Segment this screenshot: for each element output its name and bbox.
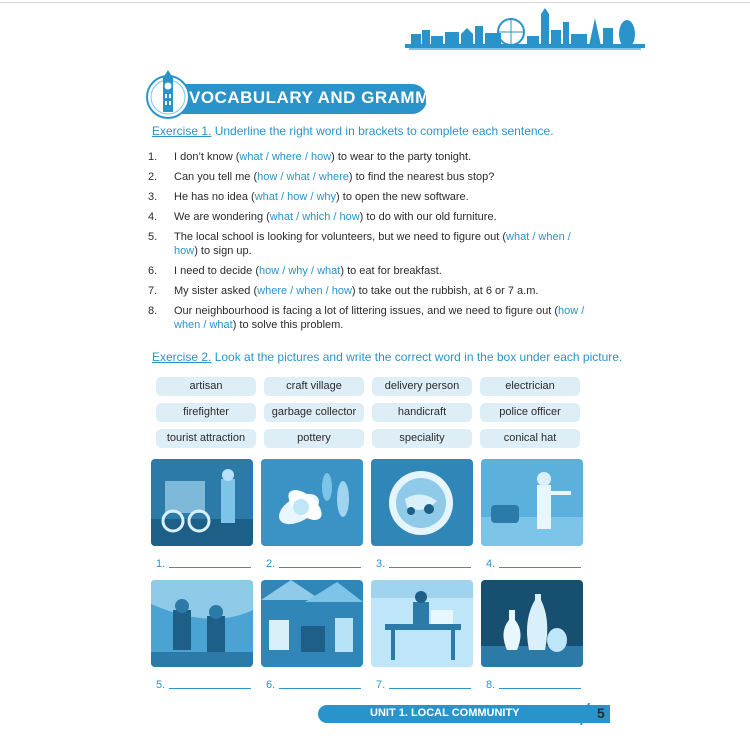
answer-number: 1. [156,558,166,570]
office-worker-photo [371,580,473,667]
item-text-after: ) to eat for breakfast. [340,265,442,277]
item-options[interactable]: how / why / what [259,265,341,277]
unit-title: UNIT 1. LOCAL COMMUNITY [370,707,520,719]
traffic-police-photo [481,459,583,546]
firefighters-photo [151,580,253,667]
vases-pottery-photo [481,580,583,667]
answer-field[interactable] [156,679,251,691]
word-box: firefighter [156,403,256,422]
word-box: tourist attraction [156,429,256,448]
item-text-after: ) to find the nearest bus stop? [348,171,495,183]
item-text-before: I don’t know ( [174,151,240,163]
item-text [174,170,596,184]
word-box: delivery person [372,377,472,396]
item-text [174,264,596,278]
item-number: 1. [148,151,158,163]
answer-number: 3. [376,558,386,570]
answer-number: 4. [486,558,496,570]
item-number: 4. [148,211,158,223]
answer-blank-line[interactable] [499,688,581,689]
answer-blank-line[interactable] [279,567,361,568]
list-item [148,304,596,332]
item-text-after: ) to sign up. [194,245,252,257]
item-number: 3. [148,191,158,203]
answer-number: 7. [376,679,386,691]
item-options[interactable]: what / how / why [254,191,337,203]
exercise-1-label: Exercise 1. [152,124,212,138]
answer-number: 2. [266,558,276,570]
word-box: craft village [264,377,364,396]
item-text-after: ) to take out the rubbish, at 6 or 7 a.m. [351,285,539,297]
item-text [174,190,596,204]
item-options[interactable]: how / when / what [174,305,585,331]
lotus-flower-photo [261,459,363,546]
list-item [148,170,596,184]
item-text [174,284,596,298]
exercise-2-heading [152,350,622,364]
word-box: police officer [480,403,580,422]
section-header [145,68,456,126]
market-stall-photo [261,580,363,667]
word-box: handicraft [372,403,472,422]
item-options[interactable]: what / when / how [174,231,571,257]
answer-blank-line[interactable] [279,688,361,689]
exercise-1-heading [152,124,554,138]
item-text [174,210,596,224]
list-item [148,230,596,258]
exercise-2-label: Exercise 2. [152,350,212,364]
item-text-after: ) to solve this problem. [232,319,344,331]
item-text-before: We are wondering ( [174,211,270,223]
item-text-after: ) to do with our old furniture. [359,211,497,223]
word-box: artisan [156,377,256,396]
answer-number: 5. [156,679,166,691]
item-text [174,150,596,164]
noodle-bowl-photo [371,459,473,546]
street-sweeper-cart-photo [151,459,253,546]
item-text [174,304,596,332]
item-text-after: ) to wear to the party tonight. [331,151,472,163]
answer-field[interactable] [486,558,581,570]
city-skyline-illustration [405,8,645,60]
answer-blank-line[interactable] [389,567,471,568]
list-item [148,284,596,298]
item-text-before: Our neighbourhood is facing a lot of littering issues, and we need to figure out ( [174,305,559,317]
answer-field[interactable] [156,558,251,570]
answer-field[interactable] [376,679,471,691]
item-number: 7. [148,285,158,297]
list-item [148,264,596,278]
answer-blank-line[interactable] [389,688,471,689]
list-item [148,190,596,204]
answer-number: 8. [486,679,496,691]
item-number: 5. [148,231,158,243]
list-item [148,150,596,164]
item-text-before: My sister asked ( [174,285,258,297]
item-options[interactable]: where / when / how [257,285,352,297]
word-box: garbage collector [264,403,364,422]
exercise-2-instruction: Look at the pictures and write the correct word in the box under each picture. [211,350,623,364]
answer-field[interactable] [266,558,361,570]
answer-number: 6. [266,679,276,691]
item-text-before: The local school is looking for volunteers, but we need to figure out ( [174,231,507,243]
item-text-after: ) to open the new software. [336,191,469,203]
answer-field[interactable] [266,679,361,691]
answer-field[interactable] [486,679,581,691]
item-text-before: I need to decide ( [174,265,260,277]
exercise-1-instruction: Underline the right word in brackets to complete each sentence. [211,124,554,138]
answer-field[interactable] [376,558,471,570]
item-number: 2. [148,171,158,183]
item-number: 8. [148,305,158,317]
word-box: speciality [372,429,472,448]
item-text-before: Can you tell me ( [174,171,258,183]
item-options[interactable]: what / which / how [269,211,360,223]
word-box: conical hat [480,429,580,448]
answer-blank-line[interactable] [169,688,251,689]
page-number: 5 [597,705,605,721]
item-text [174,230,596,258]
word-box: pottery [264,429,364,448]
word-box: electrician [480,377,580,396]
answer-blank-line[interactable] [169,567,251,568]
big-ben-icon [145,68,191,122]
top-divider [0,2,750,3]
answer-blank-line[interactable] [499,567,581,568]
item-options[interactable]: what / where / how [239,151,332,163]
item-text-before: He has no idea ( [174,191,255,203]
section-title: VOCABULARY AND GRAMMAR [189,88,456,107]
item-options[interactable]: how / what / where [257,171,349,183]
list-item [148,210,596,224]
item-number: 6. [148,265,158,277]
